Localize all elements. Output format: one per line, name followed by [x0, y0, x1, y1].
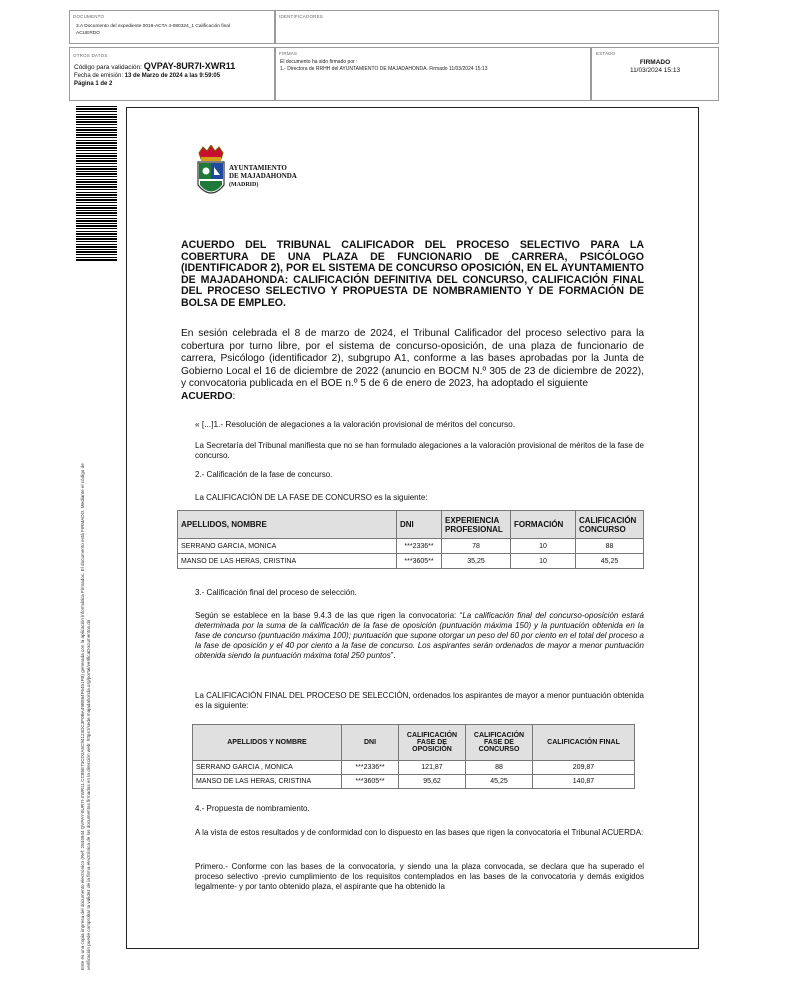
t2-cell: 209,87	[533, 761, 635, 775]
signatures-line1: El documento ha sido firmado por :	[280, 59, 358, 65]
t1-cell: ***3605**	[397, 554, 442, 569]
t1-header-calificacion: CALIFICACIÓN CONCURSO	[576, 511, 644, 539]
header-firmas-label: FIRMAS	[279, 51, 298, 56]
t2-cell: ***2336**	[342, 761, 399, 775]
t1-cell: 45,25	[576, 554, 644, 569]
table-row	[178, 554, 644, 569]
header-estado-box	[591, 47, 719, 101]
header-document-box	[69, 10, 275, 44]
header-ids-label: IDENTIFICADORES	[279, 14, 324, 19]
t2-cell: ***3605**	[342, 775, 399, 789]
t1-header-experiencia: EXPERIENCIA PROFESIONAL	[442, 511, 511, 539]
t1-cell: 78	[442, 539, 511, 554]
header-doc-value: 3.A Documento del expediente 0019-ACTA 4-080324_1 Calificación final ACUERDO	[76, 24, 231, 36]
verification-side-text	[80, 300, 92, 970]
section1-heading: « [...]1.- Resolución de alegaciones a la valoración provisional de méritos del concurso.	[195, 419, 516, 429]
t2-cell: SERRANO GARCIA , MONICA	[193, 761, 342, 775]
t2-cell: 140,87	[533, 775, 635, 789]
t2-cell: 121,87	[399, 761, 466, 775]
status-date: 11/03/2024 15:13	[629, 67, 681, 74]
status-value: FIRMADO	[639, 59, 671, 66]
validation-code: QVPAY-8UR7I-XWR11	[143, 61, 236, 71]
header-otros-box	[69, 47, 275, 101]
section3-text	[195, 611, 644, 661]
t2-cell: MANSO DE LAS HERAS, CRISTINA	[193, 775, 342, 789]
t1-cell: 10	[511, 539, 576, 554]
section4-text: A la vista de estos resultados y de conformidad con lo dispuesto en las bases que rigen la convocatoria el Tribunal ACUERDA:	[195, 828, 644, 837]
s3-lead: Según se establece en la base 9.4.3 de las que rigen la convocatoria: “	[195, 611, 463, 620]
t2-header-name: APELLIDOS Y NOMBRE	[193, 725, 342, 761]
table-row	[178, 539, 644, 554]
t1-cell: ***2336**	[397, 539, 442, 554]
intro-text: En sesión celebrada el 8 de marzo de 2024, el Tribunal Calificador del proceso selectivo para la cobertura por turno libre, por el sistema de concurso-oposición, de una plaza de funcionario de carrera, Psicólogo (identificador 2), subgrupo A1, conforme a las bases aprobadas por la Junta de Gobierno Local el 16 de diciembre de 2022 (anuncio en BOCM N.º 305 de 23 de diciembre de 2022), y convocatoria publicada en el BOE n.º 5 de 6 de enero de 2023, ha adoptado el siguiente	[181, 328, 644, 390]
section1-text: La Secretaría del Tribunal manifiesta que no se han formulado alegaciones a la valoración provisional de méritos de la fase de concurso.	[195, 441, 644, 460]
t1-cell: MANSO DE LAS HERAS, CRISTINA	[178, 554, 397, 569]
section3-heading: 3.- Calificación final del proceso de selección.	[195, 588, 357, 597]
validation-code-line	[74, 61, 235, 71]
header-doc-label: DOCUMENTO	[73, 14, 105, 19]
section2-heading: 2.- Calificación de la fase de concurso.	[195, 470, 333, 479]
validation-code-label: Código para validación:	[74, 64, 142, 71]
section4-paragraph: Primero.- Conforme con las bases de la convocatoria, y siendo una la plaza convocada, se declara que ha superado el proceso selectivo -previo cumplimiento de los requisitos contemplados en las bases de la convocatoria y demás exigidos legalmente- y por tanto obtenido plaza, el aspirante que ha obtenido la	[195, 862, 644, 891]
header-otros-label: OTROS DATOS	[73, 53, 108, 58]
t2-header-concurso: CALIFICACIÓN FASE DE CONCURSO	[466, 725, 533, 761]
t2-cell: 45,25	[466, 775, 533, 789]
intro-bold: ACUERDO	[181, 390, 233, 402]
page-count: Página 1 de 2	[74, 81, 113, 87]
side-text-line2: verificación puede comprobar la validez de la firma electrónica de los documentos firmados en la dirección web: https://sede.majadahonda.org/portal/verificaDocumentos.do	[86, 619, 91, 970]
t1-header-name: APELLIDOS, NOMBRE	[178, 511, 397, 539]
section3-intro2: La CALIFICACIÓN FINAL DEL PROCESO DE SELECCIÓN, ordenados los aspirantes de mayor a menor puntuación obtenida es la siguiente:	[195, 691, 644, 710]
t2-header-oposicion: CALIFICACIÓN FASE DE OPOSICIÓN	[399, 725, 466, 761]
t2-cell: 95,62	[399, 775, 466, 789]
t1-cell: 35,25	[442, 554, 511, 569]
t1-cell: SERRANO GARCIA, MONICA	[178, 539, 397, 554]
t2-cell: 88	[466, 761, 533, 775]
section4-heading: 4.- Propuesta de nombramiento.	[195, 804, 310, 813]
barcode	[76, 106, 117, 261]
t1-header-formacion: FORMACIÓN	[511, 511, 576, 539]
issue-date-label: Fecha de emisión:	[74, 73, 124, 79]
t2-header-dni: DNI	[342, 725, 399, 761]
side-text-line1: Este es una copia impresa del documento electrónico (Ref: 2844944 QVPAY-8UR7I-XWR11 CC85E73CD2A5C94123DC3F0BA49B584F6451FB) generada con la aplicación informática Firmadoc. El documento está FIRMADO. Mediante el código de	[80, 463, 85, 970]
intro-paragraph: En sesión celebrada el 8 de marzo de 2024, el Tribunal Calificador del proceso selectivo para la cobertura por turno libre, por el sistema de concurso-oposición, de una plaza de funcionario de carrera, Psicólogo (identificador 2), subgrupo A1, conforme a las bases aprobadas por la Junta de Gobierno Local el 16 de diciembre de 2022 (anuncio en BOCM N.º 305 de 23 de diciembre de 2022), y convocatoria publicada en el BOE n.º 5 de 6 de enero de 2023, ha adoptado el siguiente ACUERDO:	[181, 328, 644, 402]
document-title: ACUERDO DEL TRIBUNAL CALIFICADOR DEL PROCESO SELECTIVO PARA LA COBERTURA DE UNA PLAZA DE FUNCIONARIO DE CARRERA, PSICÓLOGO (IDENTIFICADOR 2), POR EL SISTEMA DE CONCURSO OPOSICIÓN, EN EL AYUNTAMIENTO DE MAJADAHONDA: CALIFICACIÓN DEFINITIVA DEL CONCURSO, CALIFICACIÓN FINAL DEL PROCESO SELECTIVO Y PROPUESTA DE NOMBRAMIENTO Y DE FORMACIÓN DE BOLSA DE EMPLEO.	[181, 239, 644, 309]
issue-date-line	[74, 73, 220, 79]
coat-of-arms-logo	[195, 145, 227, 203]
final-table	[192, 724, 635, 789]
issue-date: 13 de Marzo de 2024 a las 9:59:05	[124, 73, 221, 79]
header-firmas-box	[275, 47, 591, 101]
table-row	[193, 775, 635, 789]
s3-quote: La calificación final del concurso-oposición estará determinada por la suma de la calificación de la fase de oposición (puntuación máxima 150) y la puntuación obtenida en la fase de concurso (puntuación máxima 100); puntuación que supone otorgar un peso del 60 por ciento en el total del proceso a la fase de oposición y el 40 por ciento a la fase de concurso. Los aspirantes serán ordenados de mayor a menor puntuación obtenida siendo la puntuación máxima total 250 puntos	[195, 611, 644, 660]
s3-end: ”.	[390, 651, 396, 660]
concurso-table	[177, 510, 644, 569]
municipality-name	[229, 164, 297, 189]
logo-line3: (MADRID)	[229, 181, 259, 188]
logo-line2: DE MAJADAHONDA	[229, 172, 297, 181]
logo-line1: AYUNTAMIENTO	[229, 164, 287, 172]
header-estado-label: ESTADO	[596, 51, 616, 56]
table-row	[193, 761, 635, 775]
header-ids-box	[275, 10, 719, 44]
t2-header-final: CALIFICACIÓN FINAL	[533, 725, 635, 761]
t1-cell: 88	[576, 539, 644, 554]
section2-intro: La CALIFICACIÓN DE LA FASE DE CONCURSO es la siguiente:	[195, 493, 428, 502]
signatures-line2: 1.- Directora de RRHH del AYUNTAMIENTO DE MAJADAHONDA. Firmado 11/03/2024 15:13	[280, 66, 488, 72]
t1-header-dni: DNI	[397, 511, 442, 539]
t1-cell: 10	[511, 554, 576, 569]
